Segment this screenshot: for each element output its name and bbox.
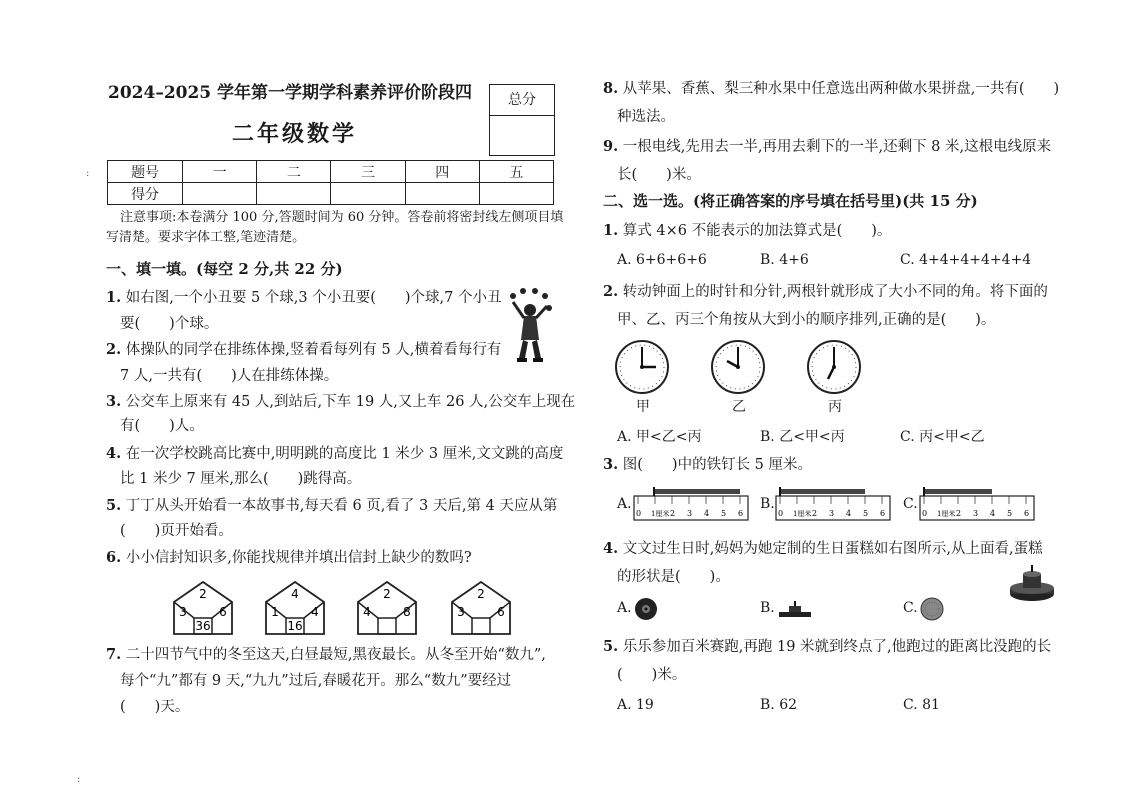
notice-line: 注意事项:本卷满分 100 分,答题时间为 60 分钟。答卷前将密封线左侧项目填: [120, 210, 564, 225]
envelope-left-number: 4: [363, 605, 371, 619]
score-row-label: 得分: [108, 183, 183, 205]
ruler-tick-label: 4: [846, 509, 852, 518]
option-b[interactable]: B.: [760, 600, 775, 616]
option-b[interactable]: B.: [760, 496, 775, 512]
question-number: 5.: [106, 497, 122, 514]
ruler-nail-b: [774, 484, 892, 522]
clock-jia: [614, 339, 670, 395]
score-header-cell: 题号: [108, 161, 183, 183]
choice-question-2: [603, 279, 1048, 305]
question-number: 2.: [603, 283, 619, 300]
envelope-top-number: 2: [477, 587, 485, 601]
clock-bing: [806, 339, 862, 395]
question-text: 丁丁从头开始看一本故事书,每天看 6 页,看了 3 天后,第 4 天应从第: [125, 498, 558, 514]
choice-question-2-line2: 甲、乙、丙三个角按从大到小的顺序排列,正确的是( )。: [617, 312, 996, 328]
clock-label-yi: 乙: [732, 399, 746, 415]
envelope-top-number: 4: [291, 587, 299, 601]
score-header-cell: 四: [405, 161, 479, 183]
question-text: 转动钟面上的时针和分针,两根针就形成了大小不同的角。将下面的: [622, 284, 1048, 300]
ruler-nail-c: [918, 484, 1036, 522]
envelope-left-number: 3: [179, 605, 187, 619]
question-text: 如右图,一个小丑要 5 个球,3 个小丑要( )个球,7 个小丑: [125, 290, 502, 306]
question-text: 小小信封知识多,你能找规律并填出信封上缺少的数吗?: [125, 550, 472, 566]
question-text: 二十四节气中的冬至这天,白昼最短,黑夜最长。从冬至开始“数九”,: [125, 647, 546, 663]
clock-yi: [710, 339, 766, 395]
clock-label-jia: 甲: [636, 399, 650, 415]
envelope-left-number: 1: [271, 605, 279, 619]
question-text: 公交车上原来有 45 人,到站后,下车 19 人,又上车 26 人,公交车上现在: [125, 394, 576, 410]
question-number: 6.: [106, 549, 122, 566]
notice-line: 写清楚。要求字体工整,笔迹清楚。: [106, 230, 306, 245]
ruler-tick-label: 6: [738, 509, 744, 518]
question-number: 1.: [603, 222, 619, 239]
question-number: 3.: [106, 393, 122, 410]
score-cell[interactable]: [183, 183, 257, 205]
question-number: 2.: [106, 341, 122, 358]
question-number: 7.: [106, 646, 122, 663]
question-7: [106, 642, 546, 668]
question-8: [603, 76, 1059, 102]
option-c[interactable]: C.: [903, 496, 918, 512]
question-7-line2: 每个“九”都有 9 天,“九九”过后,春暖花开。那么“数九”要经过: [120, 673, 512, 689]
ruler-tick-label: 5: [1007, 509, 1013, 518]
clock-label-bing: 丙: [828, 399, 842, 415]
exam-subtitle: 二年级数学: [232, 121, 358, 147]
question-3: [106, 389, 575, 415]
birthday-cake-illustration: [1008, 564, 1056, 604]
envelope-2: [264, 580, 326, 636]
margin-mark: :: [77, 774, 81, 785]
option-c[interactable]: C. 4+4+4+4+4+4: [900, 252, 1032, 268]
score-cell[interactable]: [405, 183, 479, 205]
section1-title: 一、填一填。(每空 2 分,共 22 分): [106, 260, 343, 278]
score-cell[interactable]: [479, 183, 553, 205]
envelope-top-number: 2: [383, 587, 391, 601]
envelope-bottom-number: 36: [195, 619, 211, 633]
ruler-tick-label: 6: [880, 509, 886, 518]
ruler-tick-label: 0: [636, 509, 642, 518]
choice-question-3: [603, 452, 812, 478]
question-4-line2: 比 1 米少 7 厘米,那么( )跳得高。: [120, 471, 362, 487]
ruler-tick-label: 2: [812, 509, 818, 518]
question-number: 5.: [603, 638, 619, 655]
envelope-1: [172, 580, 234, 636]
question-number: 9.: [603, 138, 619, 155]
envelope-bottom-number: 16: [287, 619, 303, 633]
ruler-tick-label: 6: [1024, 509, 1030, 518]
envelope-3: [356, 580, 418, 636]
score-table: [107, 160, 554, 205]
choice-question-1: [603, 218, 891, 244]
option-a[interactable]: A. 甲<乙<丙: [617, 429, 702, 445]
ruler-tick-label: 2: [956, 509, 962, 518]
ruler-tick-label: 0: [922, 509, 928, 518]
question-3-line2: 有( )人。: [120, 418, 204, 434]
question-text: 一根电线,先用去一半,再用去剩下的一半,还剩下 8 米,这根电线原来: [622, 139, 1052, 155]
question-text: 从苹果、香蕉、梨三种水果中任意选出两种做水果拼盘,一共有( ): [622, 81, 1060, 97]
envelope-right-number: 4: [311, 605, 319, 619]
ruler-tick-label: 3: [973, 509, 979, 518]
option-c[interactable]: C.: [903, 600, 918, 616]
question-4: [106, 441, 563, 467]
cake-side-view-icon: [778, 600, 812, 618]
question-2: [106, 337, 501, 363]
ruler-tick-label: 5: [721, 509, 727, 518]
question-text: 在一次学校跳高比赛中,明明跳的高度比 1 米少 3 厘米,文文跳的高度: [125, 446, 564, 462]
question-text: 体操队的同学在排练体操,竖着看每列有 5 人,横着看每行有: [125, 342, 502, 358]
score-cell[interactable]: [331, 183, 405, 205]
option-a[interactable]: A.: [617, 496, 632, 512]
envelope-right-number: 6: [497, 605, 505, 619]
total-score-box: [489, 84, 555, 156]
score-header-cell: 二: [257, 161, 331, 183]
option-b[interactable]: B. 乙<甲<丙: [760, 429, 845, 445]
ruler-tick-label: 4: [990, 509, 996, 518]
envelope-right-number: 6: [219, 605, 227, 619]
ruler-tick-label: 5: [863, 509, 869, 518]
option-b[interactable]: B. 62: [760, 697, 798, 713]
clown-juggler-illustration: [505, 288, 555, 364]
question-9-line2: 长( )米。: [617, 167, 701, 183]
total-score-label: 总分: [490, 85, 554, 116]
ruler-tick-label: 2: [670, 509, 676, 518]
section2-title: 二、选一选。(将正确答案的序号填在括号里)(共 15 分): [603, 192, 978, 210]
envelope-4: [450, 580, 512, 636]
cake-top-view-plain-icon: [920, 597, 944, 621]
score-cell[interactable]: [257, 183, 331, 205]
ruler-tick-label: 1厘米: [793, 510, 812, 518]
choice-question-4: [603, 536, 1043, 562]
ruler-tick-label: 1厘米: [651, 510, 670, 518]
question-text: 算式 4×6 不能表示的加法算式是( )。: [622, 223, 892, 239]
ruler-tick-label: 1厘米: [937, 510, 956, 518]
score-header-cell: 五: [479, 161, 553, 183]
question-6: [106, 545, 472, 571]
ruler-tick-label: 3: [829, 509, 835, 518]
question-9: [603, 134, 1051, 160]
ruler-tick-label: 4: [704, 509, 710, 518]
ruler-nail-a: [632, 484, 750, 522]
question-text: 图( )中的铁钉长 5 厘米。: [622, 457, 813, 473]
question-8-line2: 种选法。: [617, 109, 675, 125]
exam-title: 2024–2025 学年第一学期学科素养评价阶段四: [108, 83, 473, 103]
option-a[interactable]: A. 6+6+6+6: [617, 252, 707, 268]
ruler-tick-label: 0: [778, 509, 784, 518]
question-number: 4.: [603, 540, 619, 557]
envelope-left-number: 3: [457, 605, 465, 619]
question-2-line2: 7 人,一共有( )人在排练体操。: [120, 368, 339, 384]
option-b[interactable]: B. 4+6: [760, 252, 809, 268]
question-1-line2: 要( )个球。: [120, 316, 219, 332]
margin-mark: :: [86, 168, 90, 179]
score-header-cell: 一: [183, 161, 257, 183]
choice-question-5-line2: ( )米。: [617, 667, 687, 683]
question-5-line2: ( )页开始看。: [120, 523, 233, 539]
choice-question-5: [603, 634, 1051, 660]
option-a[interactable]: A.: [617, 600, 632, 616]
envelope-top-number: 2: [199, 587, 207, 601]
question-7-line3: ( )天。: [120, 699, 190, 715]
question-number: 1.: [106, 289, 122, 306]
option-c[interactable]: C. 丙<甲<乙: [900, 429, 985, 445]
question-1: [106, 285, 502, 311]
question-text: 乐乐参加百米赛跑,再跑 19 米就到终点了,他跑过的距离比没跑的长: [622, 639, 1052, 655]
question-text: 文文过生日时,妈妈为她定制的生日蛋糕如右图所示,从上面看,蛋糕: [622, 541, 1043, 557]
question-number: 3.: [603, 456, 619, 473]
option-c[interactable]: C. 81: [903, 697, 940, 713]
question-number: 4.: [106, 445, 122, 462]
score-header-cell: 三: [331, 161, 405, 183]
option-a[interactable]: A. 19: [617, 697, 654, 713]
question-number: 8.: [603, 80, 619, 97]
choice-question-4-line2: 的形状是( )。: [617, 569, 730, 585]
cake-top-view-ring-icon: [634, 597, 658, 621]
envelope-right-number: 8: [403, 605, 411, 619]
question-5: [106, 493, 557, 519]
notice: [106, 208, 564, 248]
ruler-tick-label: 3: [687, 509, 693, 518]
